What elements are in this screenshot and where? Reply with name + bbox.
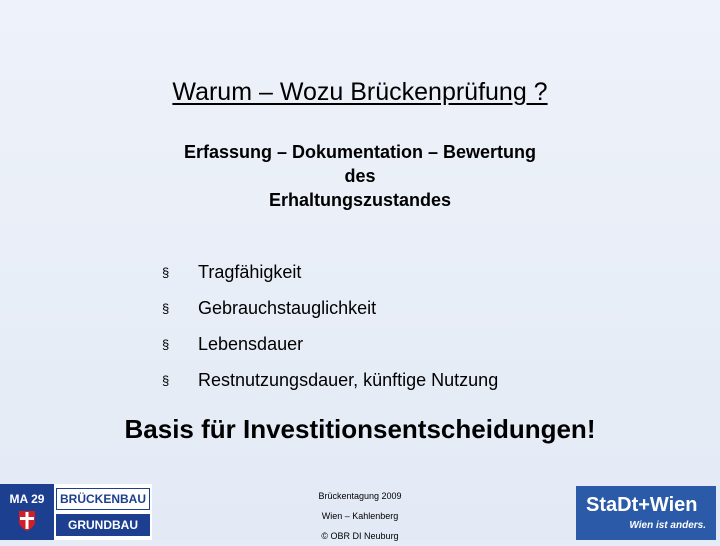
bullet-text: Restnutzungsdauer, künftige Nutzung <box>198 369 499 390</box>
vienna-coat-of-arms-icon <box>19 511 35 531</box>
footer-line: Brückentagung 2009 <box>318 491 402 501</box>
subtitle-line: des <box>344 166 376 186</box>
ma29-badge <box>0 484 54 540</box>
list-item <box>162 254 498 290</box>
bullet-list <box>162 254 498 398</box>
bullet-marker: § <box>162 372 170 388</box>
bullet-text: Gebrauchstauglichkeit <box>198 297 377 318</box>
list-item <box>162 326 498 362</box>
bullet-text: Lebensdauer <box>198 333 304 354</box>
list-item <box>162 290 498 326</box>
list-item <box>162 362 498 398</box>
bullet-text: Tragfähigkeit <box>198 261 302 282</box>
subtitle-line: Erhaltungszustandes <box>268 190 452 210</box>
ma29-code: MA 29 <box>9 492 45 506</box>
slide-subtitle <box>0 140 720 212</box>
ma29-line1: BRÜCKENBAU <box>56 488 150 510</box>
bullet-marker: § <box>162 336 170 352</box>
ma29-line2: GRUNDBAU <box>56 514 150 536</box>
bullet-marker: § <box>162 300 170 316</box>
slide-title: Warum – Wozu Brückenprüfung ? <box>172 78 548 106</box>
subtitle-line: Erfassung – Dokumentation – Bewertung <box>183 142 537 162</box>
footer-line: Wien – Kahlenberg <box>321 511 399 521</box>
stadt-wien-tagline: Wien ist anders. <box>629 520 706 531</box>
footer-info <box>257 486 463 546</box>
stadt-wien-wordmark: StaDt+Wien <box>586 494 698 516</box>
stadt-wien-logo <box>576 486 716 540</box>
ma29-logo <box>0 484 152 540</box>
conclusion-text: Basis für Investitionsentscheidungen! <box>124 414 596 444</box>
footer-line: © OBR DI Neuburg <box>321 531 399 541</box>
bullet-marker: § <box>162 264 170 280</box>
